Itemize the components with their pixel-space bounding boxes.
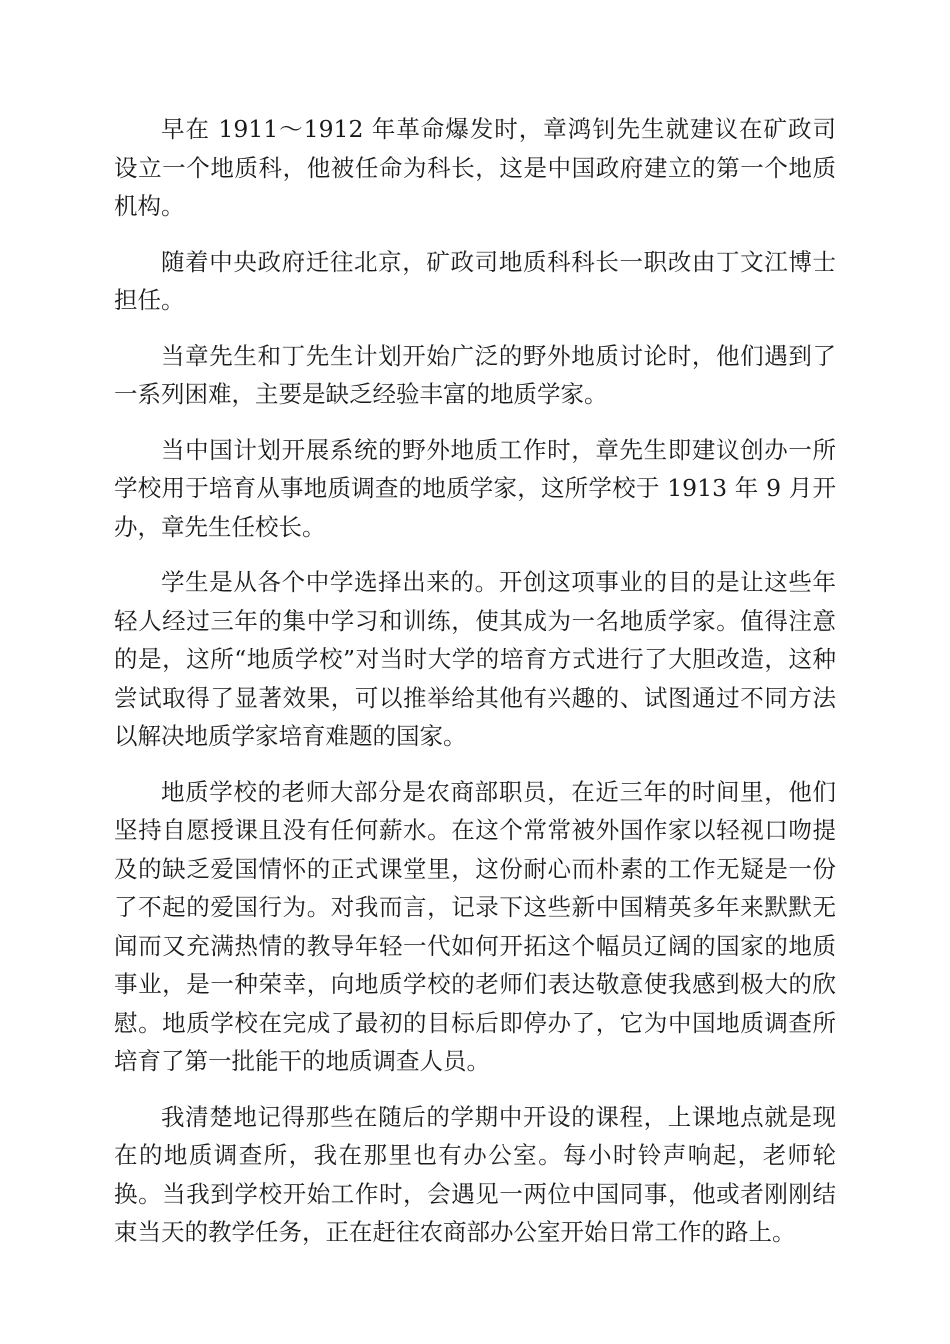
paragraph: 地质学校的老师大部分是农商部职员，在近三年的时间里，他们坚持自愿授课且没有任何薪水。在这个常常被外国作家以轻视口吻提及的缺乏爱国情怀的正式课堂里，这份耐心而朴素的工作无疑是一份了不起的爱国行为。对我而言，记录下这些新中国精英多年来默默无闻而又充满热情的教导年轻一代如何开拓这个幅员辽阔的国家的地质事业，是一种荣幸，向地质学校的老师们表达敬意使我感到极大的欣慰。地质学校在完成了最初的目标后即停办了，它为中国地质调查所培育了第一批能干的地质调查人员。 [114,777,836,1075]
paragraph: 早在 1911～1912 年革命爆发时，章鸿钊先生就建议在矿政司设立一个地质科，他被任命为科长，这是中国政府建立的第一个地质机构。 [114,115,836,220]
document-body [114,110,836,1269]
paragraph: 学生是从各个中学选择出来的。开创这项事业的目的是让这些年轻人经过三年的集中学习和训练，使其成为一名地质学家。值得注意的是，这所“地质学校”对当时大学的培育方式进行了大胆改造，这种尝试取得了显著效果，可以推举给其他有兴趣的、试图通过不同方法以解决地质学家培育难题的国家。 [114,568,836,750]
paragraph: 当章先生和丁先生计划开始广泛的野外地质讨论时，他们遇到了一系列困难，主要是缺乏经验丰富的地质学家。 [114,341,836,408]
paragraph: 随着中央政府迁往北京，矿政司地质科科长一职改由丁文江博士担任。 [114,247,836,314]
paragraph: 当中国计划开展系统的野外地质工作时，章先生即建议创办一所学校用于培育从事地质调查的地质学家，这所学校于 1913 年 9 月开办，章先生任校长。 [114,435,836,541]
paragraph: 我清楚地记得那些在随后的学期中开设的课程，上课地点就是现在的地质调查所，我在那里也有办公室。每小时铃声响起，老师轮换。当我到学校开始工作时，会遇见一两位中国同事，他或者刚刚结束当天的教学任务，正在赶往农商部办公室开始日常工作的路上。 [114,1102,836,1246]
